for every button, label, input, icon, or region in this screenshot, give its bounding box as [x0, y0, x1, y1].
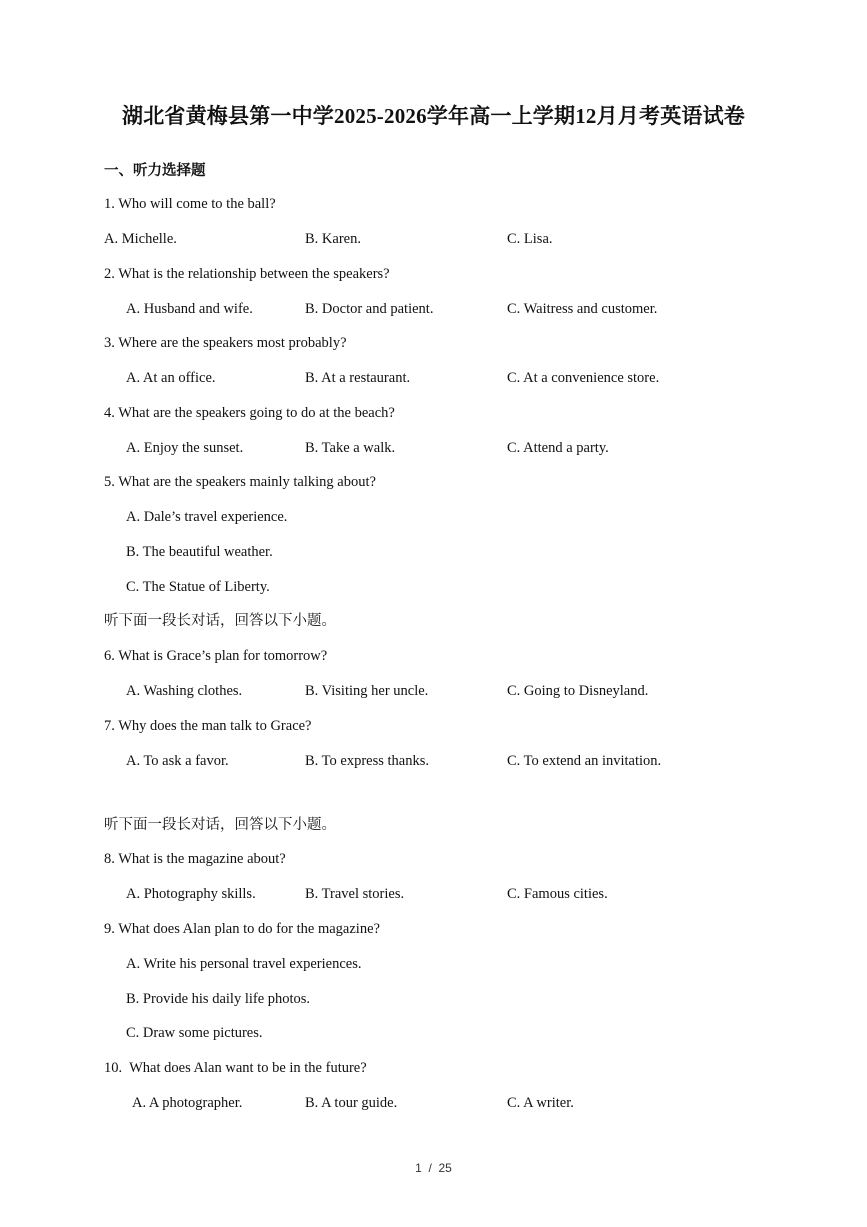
- page-number: 1 / 25: [415, 1161, 452, 1175]
- question-10-option-a: A. A photographer.: [132, 1095, 243, 1111]
- question-8-option-a: A. Photography skills.: [126, 886, 256, 902]
- question-4-option-c: C. Attend a party.: [507, 440, 609, 456]
- question-2-option-a: A. Husband and wife.: [126, 301, 253, 317]
- question-4-option-b: B. Take a walk.: [305, 440, 396, 456]
- question-3-stem: 3. Where are the speakers most probably?: [104, 335, 347, 351]
- question-1-option-b: B. Karen.: [305, 231, 361, 247]
- question-8-stem: 8. What is the magazine about?: [104, 851, 286, 867]
- exam-title: 湖北省黄梅县第一中学2025-2026学年高一上学期12月月考英语试卷: [122, 104, 745, 128]
- question-8-option-c: C. Famous cities.: [507, 886, 608, 902]
- question-5-option-c: C. The Statue of Liberty.: [126, 579, 270, 595]
- question-6-option-a: A. Washing clothes.: [126, 683, 243, 699]
- question-10-option-c: C. A writer.: [507, 1095, 574, 1111]
- question-6-option-c: C. Going to Disneyland.: [507, 683, 649, 699]
- question-7-option-b: B. To express thanks.: [305, 753, 429, 769]
- question-9-option-b: B. Provide his daily life photos.: [126, 991, 311, 1007]
- long-dialogue-instruction-1: 听下面一段长对话，回答以下小题。: [104, 613, 336, 629]
- question-10-stem: 10. What does Alan want to be in the future?: [104, 1060, 367, 1076]
- section-heading-listening: 一、听力选择题: [104, 163, 206, 179]
- question-2-option-c: C. Waitress and customer.: [507, 301, 658, 317]
- question-3-option-c: C. At a convenience store.: [507, 370, 660, 386]
- question-7-option-a: A. To ask a favor.: [126, 753, 229, 769]
- question-4-option-a: A. Enjoy the sunset.: [126, 440, 244, 456]
- question-10-option-b: B. A tour guide.: [305, 1095, 398, 1111]
- question-6-option-b: B. Visiting her uncle.: [305, 683, 429, 699]
- question-1-option-a: A. Michelle.: [104, 231, 177, 247]
- question-3-option-a: A. At an office.: [126, 370, 216, 386]
- question-5-option-a: A. Dale’s travel experience.: [126, 509, 288, 525]
- question-9-option-c: C. Draw some pictures.: [126, 1025, 263, 1041]
- long-dialogue-instruction-2: 听下面一段长对话，回答以下小题。: [104, 817, 336, 833]
- question-8-option-b: B. Travel stories.: [305, 886, 405, 902]
- question-7-option-c: C. To extend an invitation.: [507, 753, 662, 769]
- question-5-stem: 5. What are the speakers mainly talking about?: [104, 474, 376, 490]
- question-7-stem: 7. Why does the man talk to Grace?: [104, 718, 312, 734]
- question-9-option-a: A. Write his personal travel experiences.: [126, 956, 362, 972]
- question-4-stem: 4. What are the speakers going to do at the beach?: [104, 405, 395, 421]
- question-6-stem: 6. What is Grace’s plan for tomorrow?: [104, 648, 328, 664]
- question-1-option-c: C. Lisa.: [507, 231, 553, 247]
- question-2-option-b: B. Doctor and patient.: [305, 301, 434, 317]
- question-3-option-b: B. At a restaurant.: [305, 370, 411, 386]
- question-1-stem: 1. Who will come to the ball?: [104, 196, 276, 212]
- question-9-stem: 9. What does Alan plan to do for the magazine?: [104, 921, 380, 937]
- question-2-stem: 2. What is the relationship between the speakers?: [104, 266, 390, 282]
- question-5-option-b: B. The beautiful weather.: [126, 544, 273, 560]
